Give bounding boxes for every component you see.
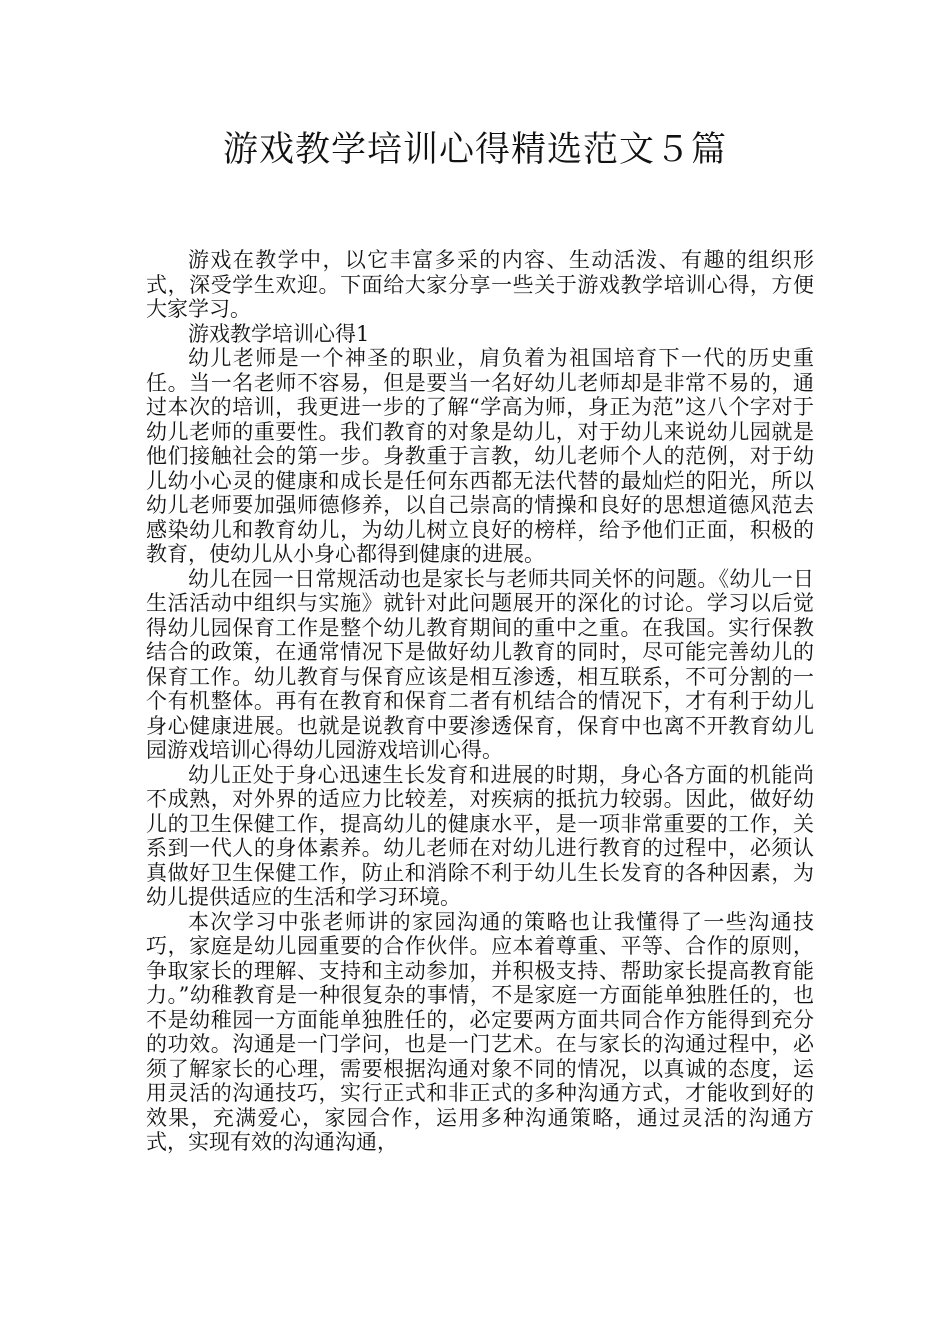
- document-body: [146, 248, 814, 1155]
- body-paragraph: 幼儿正处于身心迅速生长发育和进展的时期，身心各方面的机能尚不成熟，对外界的适应力比较差，对疾病的抵抗力较弱。因此，做好幼儿的卫生保健工作，提高幼儿的健康水平，是一项非常重要的工作，关系到一代人的身体素养。幼儿老师在对幼儿进行教育的过程中，必须认真做好卫生保健工作，防止和消除不利于幼儿生长发育的各种因素，为幼儿提供适应的生活和学习环境。: [146, 762, 814, 909]
- body-paragraph: 幼儿老师是一个神圣的职业，肩负着为祖国培育下一代的历史重任。当一名老师不容易，但是要当一名好幼儿老师却是非常不易的，通过本次的培训，我更进一步的了解“学高为师，身正为范”这八个字对于幼儿老师的重要性。我们教育的对象是幼儿，对于幼儿来说幼儿园就是他们接触社会的第一步。身教重于言教，幼儿老师个人的范例，对于幼儿幼小心灵的健康和成长是任何东西都无法代替的最灿烂的阳光，所以幼儿老师要加强师德修养，以自己崇高的情操和良好的思想道德风范去感染幼儿和教育幼儿，为幼儿树立良好的榜样，给予他们正面，积极的教育，使幼儿从小身心都得到健康的进展。: [146, 346, 814, 566]
- body-paragraph: 本次学习中张老师讲的家园沟通的策略也让我懂得了一些沟通技巧，家庭是幼儿园重要的合作伙伴。应本着尊重、平等、合作的原则，争取家长的理解、支持和主动参加，并积极支持、帮助家长提高教育能力。”幼稚教育是一种很复杂的事情，不是家庭一方面能单独胜任的，也不是幼稚园一方面能单独胜任的，必定要两方面共同合作方能得到充分的功效。沟通是一门学问，也是一门艺术。在与家长的沟通过程中，必须了解家长的心理，需要根据沟通对象不同的情况，以真诚的态度，运用灵活的沟通技巧，实行正式和非正式的多种沟通方式，才能收到好的效果，充满爱心，家园合作，运用多种沟通策略，通过灵活的沟通方式，实现有效的沟通沟通，: [146, 909, 814, 1154]
- intro-paragraph: 游戏在教学中，以它丰富多采的内容、生动活泼、有趣的组织形式，深受学生欢迎。下面给大家分享一些关于游戏教学培训心得，方便大家学习。: [146, 248, 814, 321]
- body-paragraph: 幼儿在园一日常规活动也是家长与老师共同关怀的问题。《幼儿一日生活活动中组织与实施》就针对此问题展开的深化的讨论。学习以后觉得幼儿园保育工作是整个幼儿教育期间的重中之重。在我国。实行保教结合的政策，在通常情况下是做好幼儿教育的同时，尽可能完善幼儿的保育工作。幼儿教育与保育应该是相互渗透，相互联系，不可分割的一个有机整体。再有在教育和保育二者有机结合的情况下，才有利于幼儿身心健康进展。也就是说教育中要渗透保育，保育中也离不开教育幼儿园游戏培训心得幼儿园游戏培训心得。: [146, 566, 814, 762]
- document-title: 游戏教学培训心得精选范文５篇: [222, 130, 727, 170]
- section-heading: 游戏教学培训心得1: [188, 321, 370, 346]
